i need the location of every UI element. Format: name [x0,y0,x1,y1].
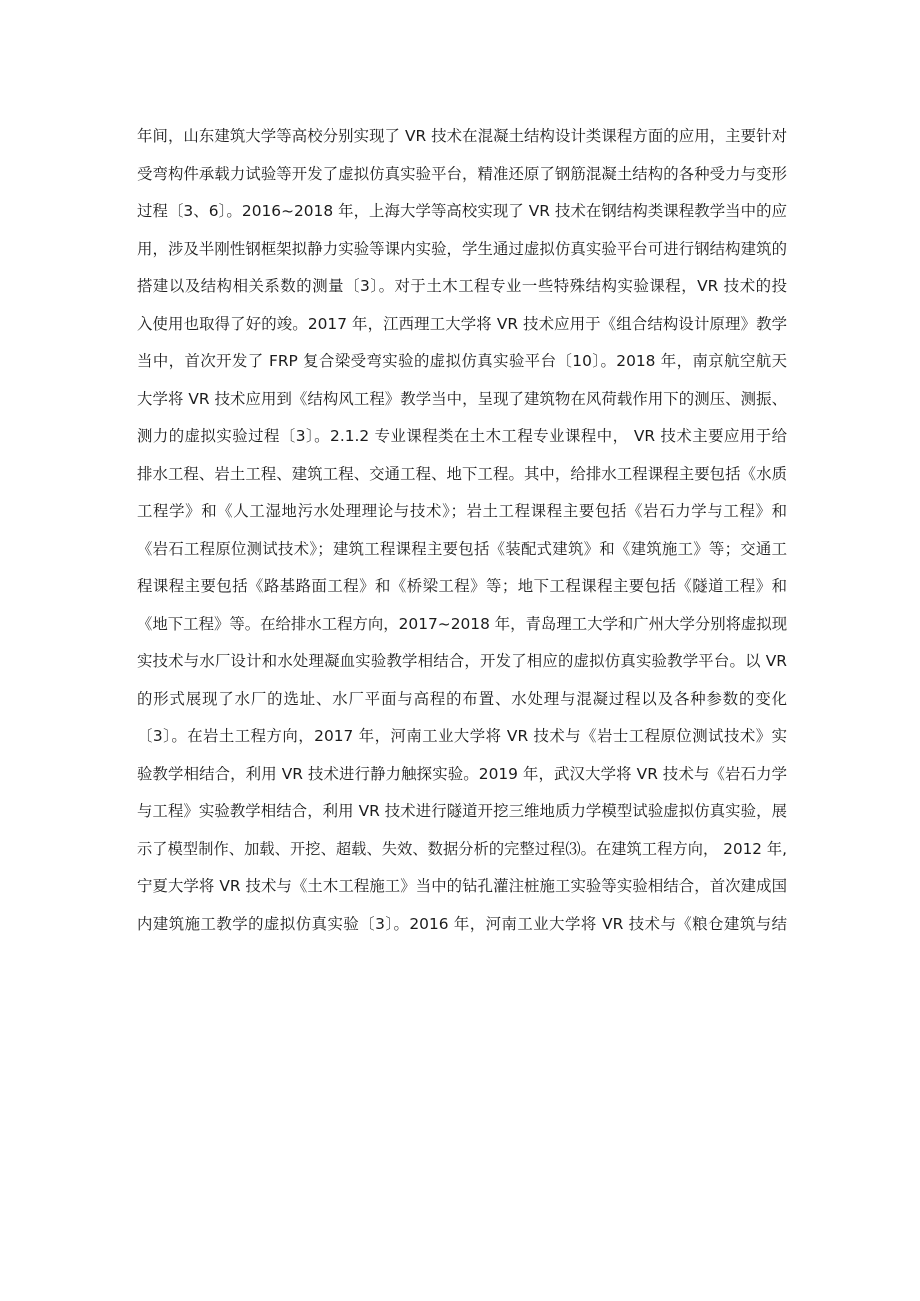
body-text [137,118,787,943]
text-line: 宁夏大学将 VR 技术与《土木工程施工》当中的钻孔灌注桩施工实验等实验相结合，首次建成国 [137,877,787,895]
text-line: 《地下工程》等。在给排水工程方向，2017~2018 年，青岛理工大学和广州大学分别将虚拟现 [137,614,788,633]
text-line: 与工程》实验教学相结合，利用 VR 技术进行隧道开挖三维地质力学模型试验虚拟仿真实验，展 [137,802,787,820]
text-line: 当中，首次开发了 FRP 复合梁受弯实验的虚拟仿真实验平台〔10〕。2018 年，南京航空航天 [137,352,787,370]
text-line: 入使用也取得了好的竣。2017 年，江西理工大学将 VR 技术应用于《组合结构设计原理》教学 [137,314,787,333]
text-line: 验教学相结合，利用 VR 技术进行静力触探实验。2019 年，武汉大学将 VR 技术与《岩石力学 [137,764,787,783]
text-line: 搭建以及结构相关系数的测量〔3〕。对于土木工程专业一些特殊结构实验课程，VR 技术的投 [137,277,787,295]
text-line: 示了模型制作、加载、开挖、超载、失效、数据分析的完整过程⑶。在建筑工程方向， 2012 年, [137,839,787,858]
text-line: 内建筑施工教学的虚拟仿真实验〔3〕。2016 年，河南工业大学将 VR 技术与《粮仓建筑与结 [137,914,787,933]
text-line: 大学将 VR 技术应用到《结构风工程》教学当中，呈现了建筑物在风荷载作用下的测压、测振、 [137,389,787,408]
text-line: 的形式展现了水厂的选址、水厂平面与高程的布置、水处理与混凝过程以及各种参数的变化 [137,689,787,708]
text-line: 实技术与水厂设计和水处理凝血实验教学相结合，开发了相应的虚拟仿真实验教学平台。以 VR [137,652,787,670]
text-line: 用，涉及半刚性钢框架拟静力实验等课内实验，学生通过虚拟仿真实验平台可进行钢结构建筑的 [137,239,787,258]
text-line: 年间，山东建筑大学等高校分别实现了 VR 技术在混凝土结构设计类课程方面的应用，主要针对 [137,127,787,145]
text-line: 过程〔3、6〕。2016~2018 年，上海大学等高校实现了 VR 技术在钢结构类课程教学当中的应 [137,202,787,220]
text-line: 《岩石工程原位测试技术》；建筑工程课程主要包括《装配式建筑》和《建筑施工》等；交通工 [137,539,787,558]
text-line: 程课程主要包括《路基路面工程》和《桥梁工程》等；地下工程课程主要包括《隧道工程》和 [137,577,787,595]
text-line: 工程学》和《人工湿地污水处理理论与技术》；岩土工程课程主要包括《岩石力学与工程》和 [137,502,787,520]
text-line: 排水工程、岩土工程、建筑工程、交通工程、地下工程。其中，给排水工程课程主要包括《水质 [137,464,787,483]
text-line: 〔3〕。在岩土工程方向，2017 年，河南工业大学将 VR 技术与《岩士工程原位测试技术》实 [137,727,787,745]
text-line: 受弯构件承载力试验等开发了虚拟仿真实验平台，精准还原了钢筋混凝土结构的各种受力与变形 [137,164,787,183]
text-line: 测力的虚拟实验过程〔3〕。2.1.2 专业课程类在土木工程专业课程中， VR 技术主要应用于给 [137,427,787,445]
